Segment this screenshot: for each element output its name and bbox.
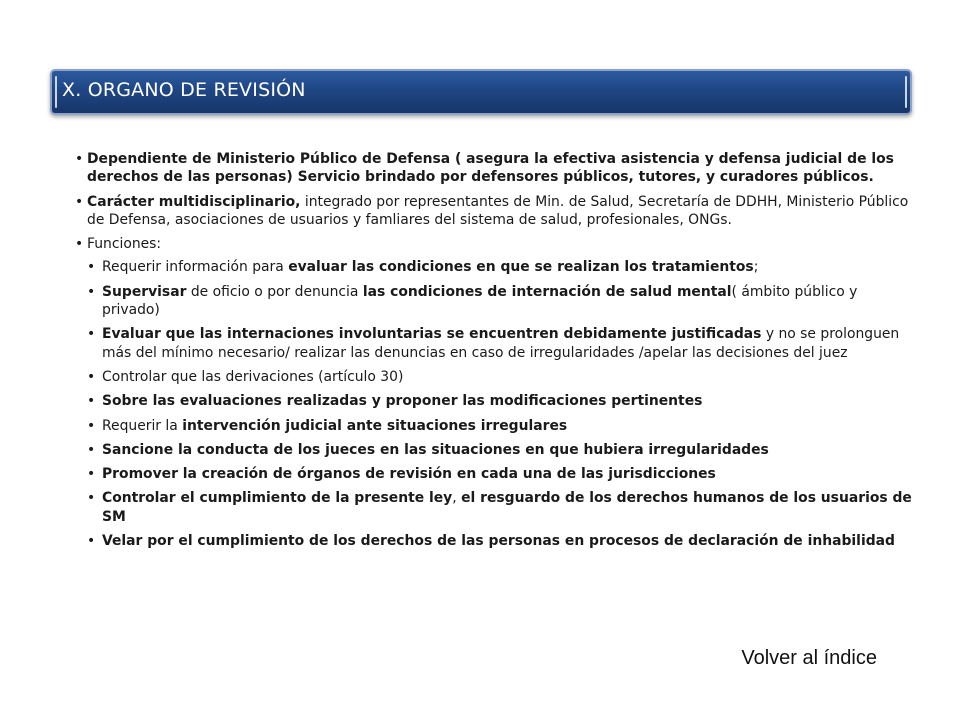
section-header: [50, 69, 912, 115]
text-segment: Requerir la: [102, 417, 183, 434]
bullet-marker: •: [87, 466, 96, 483]
list-item: [75, 325, 915, 362]
bold-text: Sobre las evaluaciones realizadas y proponer las modificaciones pertinentes: [102, 393, 703, 410]
list-item: [75, 258, 915, 276]
bullet-marker: •: [75, 193, 84, 210]
bullet-marker: •: [87, 259, 96, 276]
list-item: [75, 193, 915, 230]
text-segment: Requerir información para: [102, 259, 289, 276]
text-segment: de oficio o por denuncia: [186, 283, 363, 300]
bold-text: Evaluar que las internaciones involuntarias se encuentren debidamente justificadas: [102, 326, 762, 343]
list-item-text: [102, 417, 915, 435]
back-to-index-link[interactable]: Volver al índice: [741, 647, 877, 669]
list-item-text: [102, 258, 915, 276]
page-title: X. ORGANO DE REVISIÓN: [62, 79, 306, 101]
text-segment: ;: [753, 259, 759, 276]
text-segment: Controlar que las derivaciones (artículo 30): [102, 368, 404, 385]
bullet-marker: •: [87, 441, 96, 458]
bold-text: el resguardo de los derechos humanos de los usuarios de SM: [102, 490, 912, 525]
bold-text: Dependiente de Ministerio Público de Defensa ( asegura la efectiva asistencia y defensa judicial de los derechos de las personas) Servicio brindado por defensores públicos, tutores, y curadores públicos.: [87, 151, 894, 186]
list-item-text: [102, 532, 915, 550]
bullet-marker: •: [87, 490, 96, 507]
text-segment: ( ámbito público y privado): [102, 283, 858, 319]
list-item: [75, 441, 915, 459]
bullet-list: [75, 150, 915, 556]
bullet-marker: •: [87, 393, 96, 410]
list-item: [75, 235, 915, 253]
list-item: [75, 532, 915, 550]
bold-text: Promover la creación de órganos de revisión en cada una de las jurisdicciones: [102, 466, 716, 483]
list-item: [75, 150, 915, 187]
list-item-text: [102, 441, 915, 459]
list-item: [75, 417, 915, 435]
bold-text: Carácter multidisciplinario,: [87, 193, 301, 210]
bold-text: las condiciones de internación de salud mental: [362, 283, 732, 300]
list-item-text: [102, 489, 915, 526]
list-item: [75, 283, 915, 320]
bullet-marker: •: [75, 236, 84, 253]
bullet-marker: •: [75, 151, 84, 167]
bold-text: Sancione la conducta de los jueces en las situaciones en que hubiera irregularidades: [102, 441, 769, 458]
list-item-text: [87, 193, 915, 230]
bold-text: Velar por el cumplimiento de los derechos de las personas en procesos de declaración de inhabilidad: [102, 533, 895, 550]
text-segment: ,: [452, 490, 462, 507]
bold-text: evaluar las condiciones en que se realizan los tratamientos: [288, 259, 754, 276]
list-item-text: [87, 150, 915, 187]
bullet-marker: •: [87, 283, 96, 300]
list-item-text: [102, 465, 915, 483]
list-item-text: [87, 235, 915, 253]
bold-text: Supervisar: [102, 283, 187, 300]
bullet-marker: •: [87, 368, 96, 385]
list-item-text: [102, 392, 915, 410]
bullet-marker: •: [87, 533, 96, 550]
bold-text: Controlar el cumplimiento de la presente ley: [102, 490, 453, 507]
list-item: [75, 489, 915, 526]
bullet-marker: •: [87, 417, 96, 434]
list-item: [75, 368, 915, 386]
list-item-text: [102, 368, 915, 386]
list-item: [75, 465, 915, 483]
list-item-text: [102, 283, 915, 320]
bold-text: intervención judicial ante situaciones irregulares: [182, 417, 568, 434]
bullet-marker: •: [87, 326, 96, 343]
text-segment: Funciones:: [87, 236, 162, 253]
text-segment: integrado por representantes de Min. de Salud, Secretaría de DDHH, Ministerio Público de Defensa, asociaciones de usuarios y famliares del sistema de salud, profesionales, ONGs.: [87, 193, 909, 228]
text-segment: y no se prolonguen más del mínimo necesario/ realizar las denuncias en caso de irregularidades /apelar las decisiones del juez: [102, 326, 900, 361]
list-item: [75, 392, 915, 410]
list-item-text: [102, 325, 915, 362]
